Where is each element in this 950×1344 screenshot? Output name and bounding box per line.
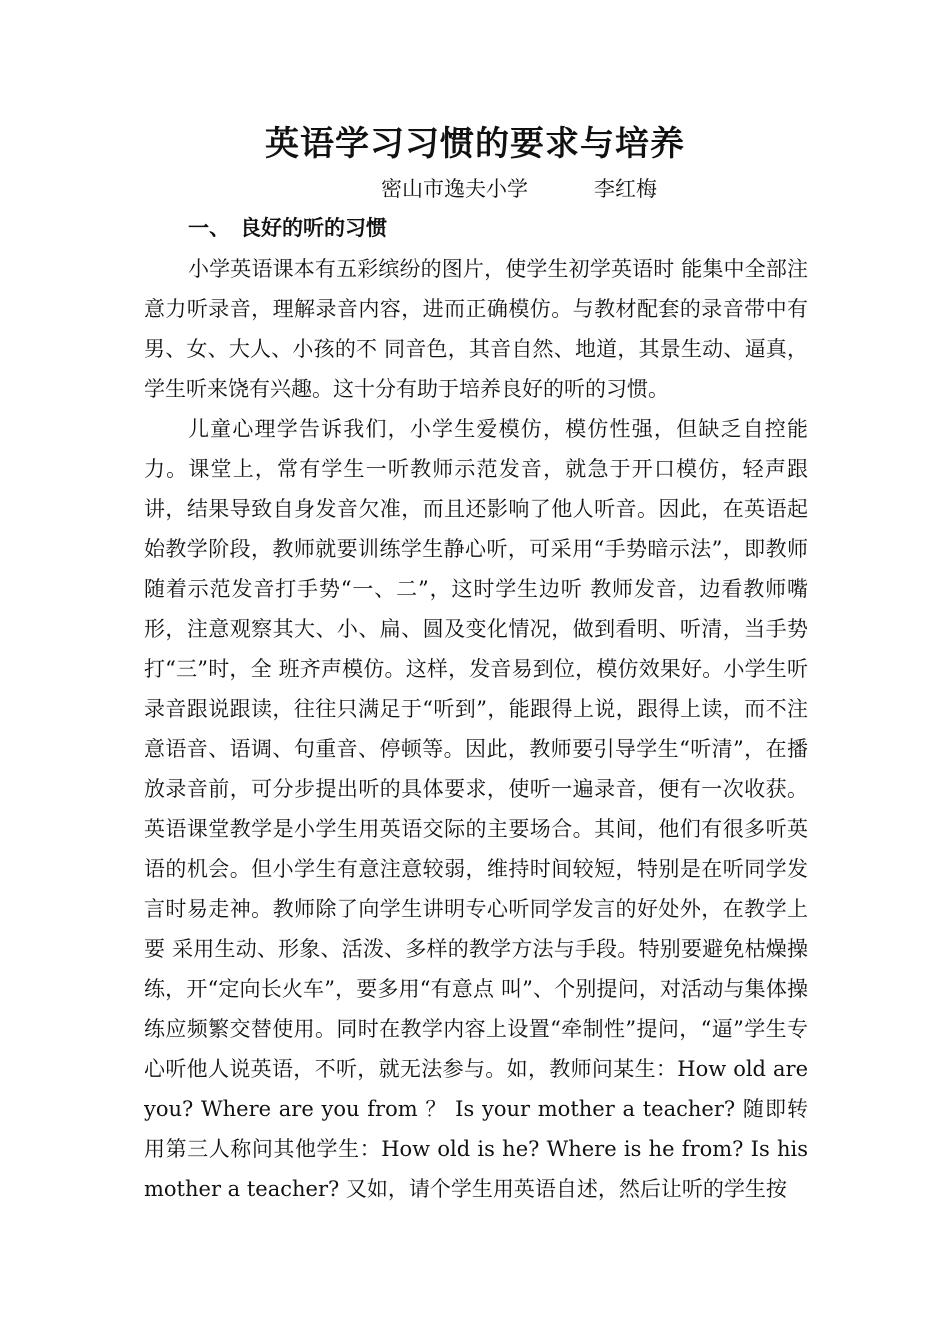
body-paragraph: 儿童心理学告诉我们，小学生爱模仿，模仿性强，但缺乏自控能力。课堂上，常有学生一听教师示范发音，就急于开口模仿，轻声跟讲，结果导致自身发音欠准，而且还影响了他人听音。因此，在英语起始教学阶段，教师就要训练学生静心听，可采用“手势暗示法”，即教师随着示范发音打手势“一、二”，这时学生边听 教师发音，边看教师嘴形，注意观察其大、小、扁、圆及变化情况，做到看明、听清，当手势打“三”时，全 班齐声模仿。这样，发音易到位，模仿效果好。小学生听录音跟说跟读，往往只满足于“听到”，能跟得上说，跟得上读，而不注意语音、语调、句重音、停顿等。因此，教师要引导学生“听清”，在播放录音前，可分步提出听的具体要求，使听一遍录音，便有一次收获。英语课堂教学是小学生用英语交际的主要场合。其间，他们有很多听英语的机会。但小学生有意注意较弱，维持时间较短，特别是在听同学发言时易走神。教师除了向学生讲明专心听同学发言的好处外，在教学上要 采用生动、形象、活泼、多样的教学方法与手段。特别要避免枯燥操练，开“定向长火车”，要多用“有意点 叫”、个别提问，对活动与集体操练应频繁交替使用。同时在教学内容上设置“牵制性”提问，“逼”学生专 心听他人说英语，不听，就无法参与。如，教师问某生：How old are you? Where are you from ？ Is your mother a teacher? 随即转用第三人称问其他学生：How old is he? Where is he from? Is his mother a teacher? 又如，请个学生用英语自述，然后让听的学生按 — [144, 417, 808, 1201]
author-school: 密山市逸夫小学 — [381, 177, 528, 201]
body-paragraph: 小学英语课本有五彩缤纷的图片，使学生初学英语时 能集中全部注意力听录音，理解录音内容，进而正确模仿。与教材配套的录音带中有男、女、大人、小孩的不 同音色，其音自然、地道，其景生动、逼真，学生听来饶有兴趣。这十分有助于培养良好的听的习惯。 — [144, 257, 808, 401]
section-heading-text: 良好的听的习惯 — [240, 215, 387, 240]
document-body — [144, 249, 808, 1209]
document-title: 英语学习习惯的要求与培养 — [265, 124, 685, 164]
section-number: 一、 — [188, 215, 230, 240]
author-line — [381, 172, 657, 206]
author-name: 李红梅 — [594, 177, 657, 201]
section-heading — [188, 211, 387, 245]
